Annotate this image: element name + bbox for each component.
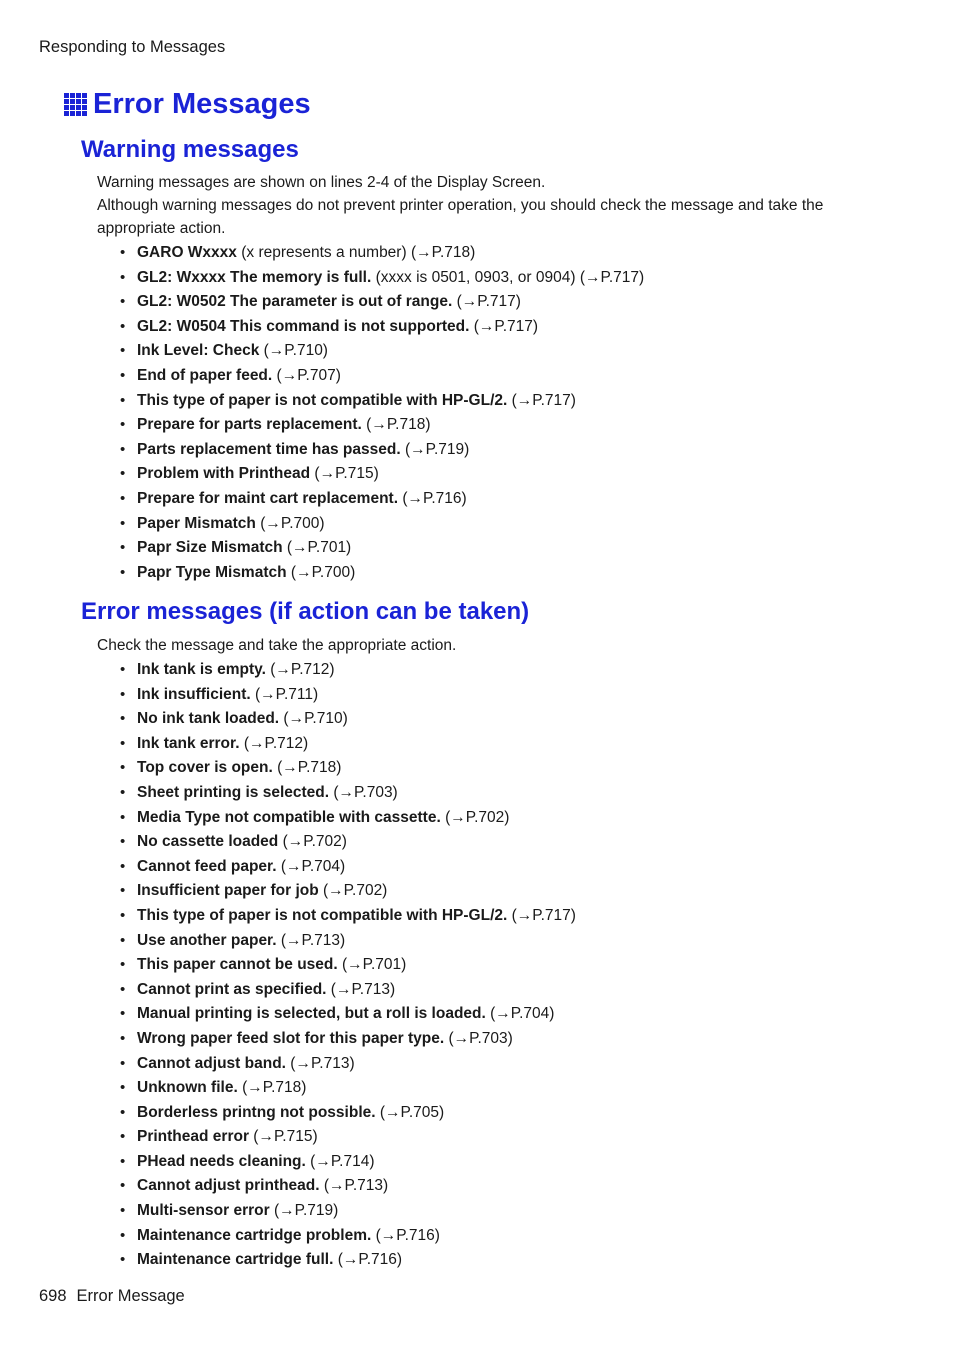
message-text: Printhead error [137, 1128, 249, 1146]
page-reference-link[interactable]: (→P.700) [260, 514, 325, 532]
bullet-icon: • [120, 1177, 126, 1195]
footer-section: Error Message [76, 1287, 185, 1305]
bullet-icon: • [120, 465, 126, 483]
list-item [0, 487, 644, 512]
list-item [0, 1248, 576, 1273]
list-item [0, 978, 576, 1003]
message-text: Ink tank error. [137, 734, 240, 752]
list-item [0, 290, 644, 315]
list-item [0, 806, 576, 831]
list-item [0, 266, 644, 291]
list-item [0, 561, 644, 586]
bullet-icon: • [120, 293, 126, 311]
bullet-icon: • [120, 539, 126, 557]
page-reference-link[interactable]: (→P.716) [402, 489, 467, 507]
bullet-icon: • [120, 980, 126, 998]
message-text: Ink Level: Check [137, 342, 260, 360]
bullet-icon: • [120, 1029, 126, 1047]
list-item [0, 756, 576, 781]
page-reference-link[interactable]: (→P.718) [242, 1079, 307, 1097]
message-text: End of paper feed. [137, 366, 273, 384]
list-item [0, 855, 576, 880]
bullet-icon: • [120, 563, 126, 581]
message-text: Top cover is open. [137, 759, 273, 777]
bullet-icon: • [120, 1005, 126, 1023]
page-reference-link[interactable]: (→P.704) [280, 857, 346, 875]
message-text: Unknown file. [137, 1079, 238, 1097]
list-item [0, 929, 576, 954]
list-item [0, 1150, 576, 1175]
bullet-icon: • [120, 685, 126, 703]
message-text: Papr Size Mismatch [137, 539, 283, 557]
message-text: Sheet printing is selected. [137, 783, 330, 801]
message-text: No cassette loaded [137, 833, 279, 851]
message-text: This type of paper is not compatible with HP-GL/2. [137, 391, 508, 409]
bullet-icon: • [120, 440, 126, 458]
message-text: GL2: Wxxxx The memory is full. [137, 268, 372, 286]
list-item [0, 781, 576, 806]
bullet-icon: • [120, 882, 126, 900]
list-item [0, 1076, 576, 1101]
list-item [0, 830, 576, 855]
message-text: Ink insufficient. [137, 685, 251, 703]
page-reference-link[interactable]: (→P.710) [263, 342, 328, 360]
list-item [0, 315, 644, 340]
bullet-icon: • [120, 759, 126, 777]
message-text: Cannot print as specified. [137, 980, 327, 998]
bullet-icon: • [120, 1226, 126, 1244]
message-text: Maintenance cartridge full. [137, 1251, 334, 1269]
message-text: Cannot adjust band. [137, 1054, 286, 1072]
message-text: Ink tank is empty. [137, 661, 266, 678]
list-item [0, 1002, 576, 1027]
message-text: Multi-sensor error [137, 1202, 270, 1220]
section-heading-action: Error messages (if action can be taken) [81, 598, 530, 625]
bullet-icon: • [120, 857, 126, 875]
message-note: (x represents a number) [236, 244, 411, 261]
page-reference-link[interactable]: (→P.713) [280, 931, 346, 949]
bullet-icon: • [120, 783, 126, 801]
bullet-icon: • [120, 244, 126, 261]
bullet-icon: • [120, 416, 126, 434]
bullet-icon: • [120, 833, 126, 851]
page-reference-link[interactable]: (→P.703) [448, 1029, 513, 1047]
list-item [0, 953, 576, 978]
list-item [0, 1224, 576, 1249]
list-item [0, 1125, 576, 1150]
bullet-icon: • [120, 661, 126, 678]
bullet-icon: • [120, 734, 126, 752]
message-text: Borderless printng not possible. [137, 1103, 376, 1121]
list-item [0, 732, 576, 757]
page-reference-link[interactable]: (→P.719) [273, 1202, 339, 1220]
page-reference-link[interactable]: (→P.702) [323, 882, 388, 900]
list-item [0, 683, 576, 708]
message-text: Prepare for maint cart replacement. [137, 489, 399, 507]
message-text: Parts replacement time has passed. [137, 440, 401, 458]
list-item [0, 389, 644, 414]
page-reference-link[interactable]: (→P.717) [579, 268, 645, 286]
page-reference-link[interactable]: (→P.717) [456, 293, 521, 311]
message-text: Media Type not compatible with cassette. [137, 808, 441, 826]
page-reference-link[interactable]: (→P.707) [276, 366, 341, 384]
bullet-icon: • [120, 1152, 126, 1170]
warning-description: Although warning messages do not prevent printer operation, you should check the message and take the appropriate action. [97, 197, 824, 237]
list-item [0, 904, 576, 929]
message-note: (xxxx is 0501, 0903, or 0904) [371, 268, 580, 286]
message-text: Use another paper. [137, 931, 277, 949]
message-text: This paper cannot be used. [137, 956, 338, 974]
bullet-icon: • [120, 1054, 126, 1072]
running-header: Responding to Messages [39, 38, 226, 56]
grid-icon [64, 93, 87, 116]
message-text: Maintenance cartridge problem. [137, 1226, 372, 1244]
page-reference-link[interactable]: (→P.704) [490, 1005, 555, 1023]
page-reference-link[interactable]: (→P.700) [290, 563, 356, 581]
bullet-icon: • [120, 906, 126, 924]
list-item [0, 512, 644, 537]
message-text: No ink tank loaded. [137, 710, 280, 728]
message-text: Paper Mismatch [137, 514, 256, 532]
page-reference-link[interactable]: (→P.717) [511, 906, 576, 924]
page-reference-link[interactable]: (→P.718) [366, 416, 431, 434]
message-text: This type of paper is not compatible with HP-GL/2. [137, 906, 508, 924]
page-reference-link[interactable]: (→P.701) [342, 956, 407, 974]
list-item [0, 536, 644, 561]
page-reference-link[interactable]: (→P.715) [253, 1128, 318, 1146]
page-reference-link[interactable]: (→P.712) [243, 734, 309, 752]
page-reference-link[interactable]: (→P.703) [333, 783, 398, 801]
message-text: GL2: W0502 The parameter is out of range. [137, 293, 453, 311]
list-item [0, 1199, 576, 1224]
page-reference-link[interactable]: (→P.719) [404, 440, 470, 458]
bullet-icon: • [120, 391, 126, 409]
page-reference-link[interactable]: (→P.715) [314, 465, 379, 483]
section-heading-warning: Warning messages [81, 136, 299, 163]
bullet-icon: • [120, 489, 126, 507]
message-text: GARO Wxxxx [137, 244, 237, 261]
warning-intro: Warning messages are shown on lines 2-4 of the Display Screen. [97, 174, 546, 191]
bullet-icon: • [120, 1079, 126, 1097]
message-text: Manual printing is selected, but a roll is loaded. [137, 1005, 486, 1023]
list-item [0, 1174, 576, 1199]
page-reference-link[interactable]: (→P.711) [255, 685, 319, 703]
message-text: Cannot feed paper. [137, 857, 277, 875]
list-item [0, 707, 576, 732]
list-item [0, 339, 644, 364]
list-item [0, 1101, 576, 1126]
bullet-icon: • [120, 956, 126, 974]
bullet-icon: • [120, 317, 126, 335]
page-reference-link[interactable]: (→P.702) [445, 808, 510, 826]
bullet-icon: • [120, 1251, 126, 1269]
message-text: Insufficient paper for job [137, 882, 319, 900]
list-item [0, 1052, 576, 1077]
list-item [0, 241, 644, 266]
page-reference-link[interactable]: (→P.710) [283, 710, 348, 728]
page-number: 698 [39, 1287, 67, 1305]
page-reference-link[interactable]: (→P.712) [270, 661, 335, 678]
page-title [64, 88, 311, 121]
bullet-icon: • [120, 1128, 126, 1146]
message-text: Cannot adjust printhead. [137, 1177, 320, 1195]
list-item [0, 658, 576, 683]
page-reference-link[interactable]: (→P.718) [410, 244, 476, 261]
page-reference-link[interactable]: (→P.713) [330, 980, 396, 998]
message-text: Papr Type Mismatch [137, 563, 287, 581]
bullet-icon: • [120, 268, 126, 286]
page-reference-link[interactable]: (→P.716) [375, 1226, 440, 1244]
page-reference-link[interactable]: (→P.717) [473, 317, 539, 335]
bullet-icon: • [120, 931, 126, 949]
bullet-icon: • [120, 342, 126, 360]
warning-message-list [0, 241, 644, 585]
message-text: Prepare for parts replacement. [137, 416, 362, 434]
list-item [0, 364, 644, 389]
message-text: PHead needs cleaning. [137, 1152, 306, 1170]
bullet-icon: • [120, 366, 126, 384]
action-intro: Check the message and take the appropriate action. [97, 637, 457, 654]
page-reference-link[interactable]: (→P.702) [282, 833, 347, 851]
list-item [0, 879, 576, 904]
page-reference-link[interactable]: (→P.714) [310, 1152, 375, 1170]
bullet-icon: • [120, 1202, 126, 1220]
page-reference-link[interactable]: (→P.716) [337, 1251, 403, 1269]
message-text: GL2: W0504 This command is not supported. [137, 317, 470, 335]
bullet-icon: • [120, 1103, 126, 1121]
page-reference-link[interactable]: (→P.701) [286, 539, 352, 557]
list-item [0, 413, 644, 438]
page-footer [39, 1287, 185, 1306]
page-reference-link[interactable]: (→P.713) [290, 1054, 355, 1072]
bullet-icon: • [120, 808, 126, 826]
page-reference-link[interactable]: (→P.717) [511, 391, 576, 409]
message-text: Wrong paper feed slot for this paper type. [137, 1029, 445, 1047]
list-item [0, 1027, 576, 1052]
page-reference-link[interactable]: (→P.713) [323, 1177, 389, 1195]
action-message-list [0, 658, 576, 1273]
page-reference-link[interactable]: (→P.718) [277, 759, 342, 777]
bullet-icon: • [120, 514, 126, 532]
message-text: Problem with Printhead [137, 465, 311, 483]
bullet-icon: • [120, 710, 126, 728]
list-item [0, 438, 644, 463]
page-reference-link[interactable]: (→P.705) [379, 1103, 445, 1121]
list-item [0, 462, 644, 487]
page-title-text: Error Messages [93, 88, 311, 120]
